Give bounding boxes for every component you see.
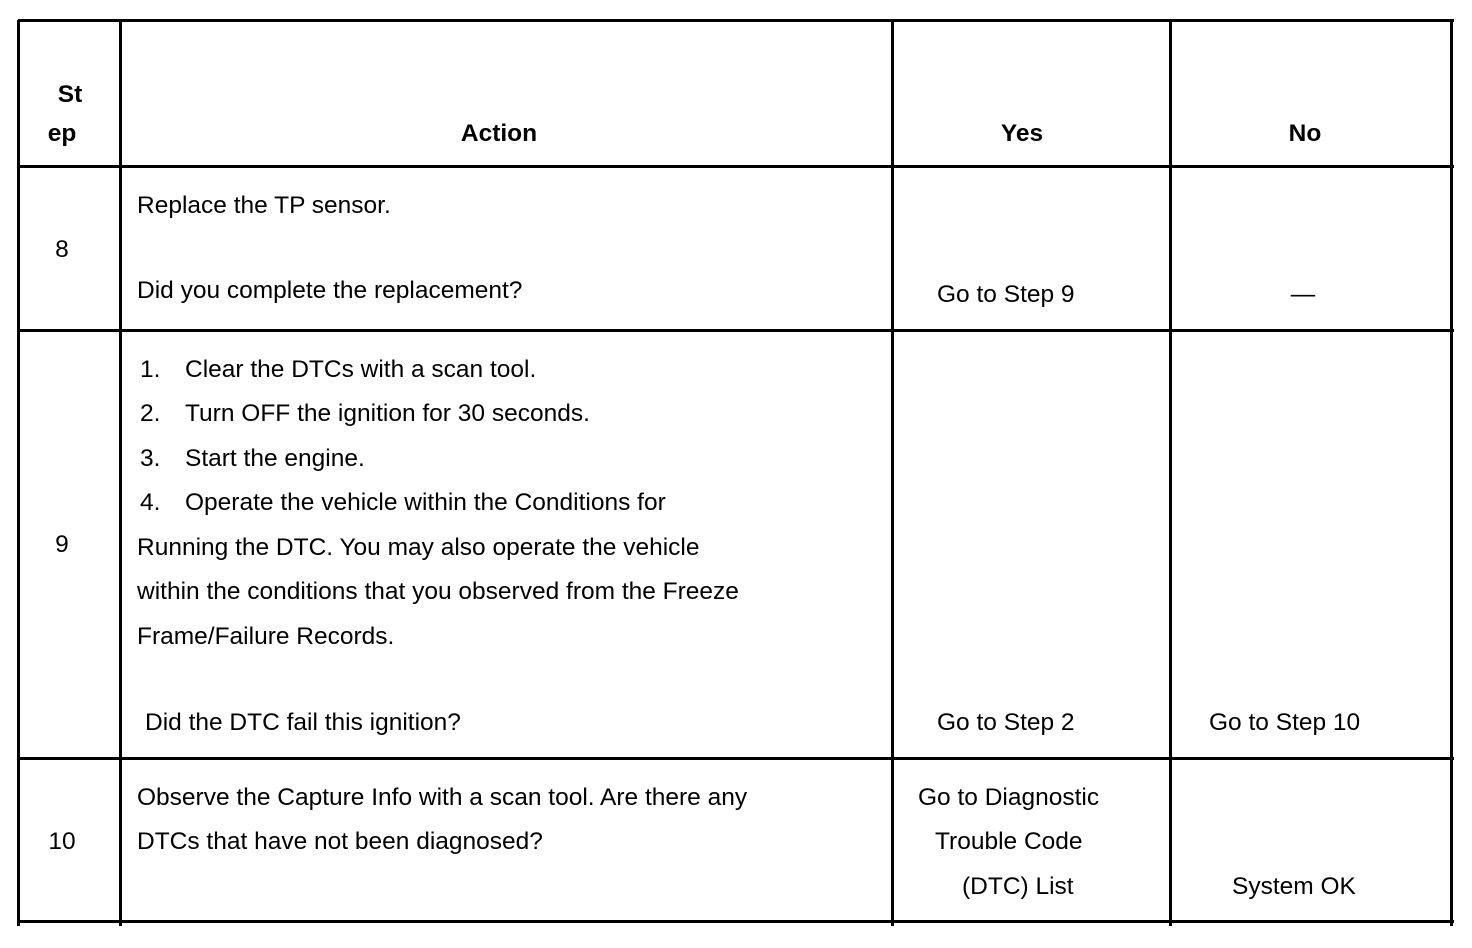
continuation-text: within the conditions that you observed from the Freeze — [137, 578, 739, 605]
yes-result: Go to Step 2 — [937, 709, 1075, 736]
column-divider — [891, 20, 894, 926]
header-step-line1: St — [57, 81, 83, 108]
list-item-number: 1. — [140, 356, 161, 383]
action-question: Did the DTC fail this ignition? — [145, 709, 461, 736]
list-item-text: Turn OFF the ignition for 30 seconds. — [185, 400, 590, 427]
list-item-number: 4. — [140, 489, 161, 516]
step-number: 10 — [48, 828, 76, 855]
list-item-number: 2. — [140, 400, 161, 427]
table-border-top — [18, 19, 1454, 22]
list-item-text: Clear the DTCs with a scan tool. — [185, 356, 537, 383]
list-item-number: 3. — [140, 445, 161, 472]
step-number: 8 — [55, 236, 69, 263]
continuation-text: Running the DTC. You may also operate the vehicle — [137, 534, 700, 561]
action-text: Replace the TP sensor. — [137, 192, 391, 219]
yes-result: (DTC) List — [962, 873, 1074, 900]
header-no: No — [1288, 120, 1322, 147]
action-text: DTCs that have not been diagnosed? — [137, 828, 543, 855]
yes-result: Go to Step 9 — [937, 281, 1075, 308]
list-item-text: Operate the vehicle within the Conditions for — [185, 489, 666, 516]
row-divider — [18, 757, 1454, 760]
column-divider — [119, 20, 122, 926]
action-question: Did you complete the replacement? — [137, 277, 523, 304]
header-divider — [18, 165, 1454, 168]
continuation-text: Frame/Failure Records. — [137, 623, 395, 650]
table-border-right — [1450, 20, 1453, 926]
action-text: Observe the Capture Info with a scan tool. Are there any — [137, 784, 748, 811]
column-divider — [1169, 20, 1172, 926]
table-border-left — [17, 20, 20, 926]
no-result: — — [1290, 281, 1316, 308]
step-number: 9 — [55, 531, 69, 558]
header-step-line2: ep — [47, 120, 77, 147]
no-result: Go to Step 10 — [1209, 709, 1361, 736]
header-action: Action — [460, 120, 538, 147]
list-item-text: Start the engine. — [185, 445, 365, 472]
yes-result: Trouble Code — [935, 828, 1083, 855]
header-yes: Yes — [1000, 120, 1044, 147]
yes-result: Go to Diagnostic — [918, 784, 1100, 811]
no-result: System OK — [1232, 873, 1356, 900]
row-divider — [18, 329, 1454, 332]
table-border-bottom — [18, 920, 1454, 923]
